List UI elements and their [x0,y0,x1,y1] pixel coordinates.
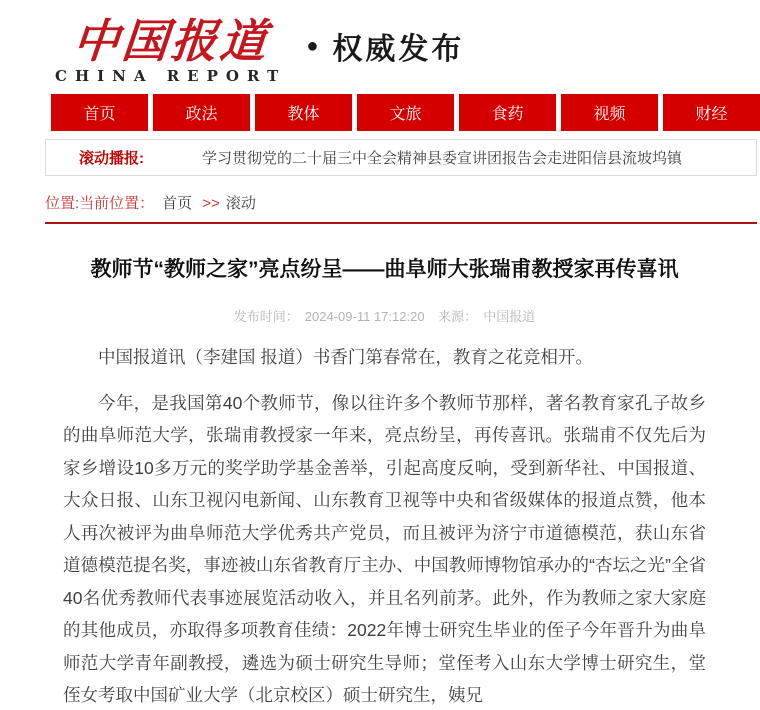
dot-separator-icon: ● [306,35,319,57]
article-paragraph: 今年，是我国第40个教师节，像以往许多个教师节那样，著名教育家孔子故乡的曲阜师范大学，张瑞甫教授家一年来，亮点纷呈，再传喜讯。张瑞甫不仅先后为家乡增设10多万元的奖学助学基金善举，引起高度反响，受到新华社、中国报道、大众日报、山东卫视闪电新闻、山东教育卫视等中央和省级媒体的报道点赞，他本人再次被评为曲阜师范大学优秀共产党员，而且被评为济宁市道德模范，获山东省道德模范提名奖，事迹被山东省教育厅主办、中国教师博物馆承办的“杏坛之光”全省40名优秀教师代表事迹展览活动收入，并且名列前茅。此外，作为教师之家大家庭的其他成员，亦取得多项教育佳绩：2022年博士研究生毕业的侄子今年晋升为曲阜师范大学青年副教授，遴选为硕士研究生导师；堂侄考入山东大学博士研究生，堂侄女考取中国矿业大学（北京校区）硕士研究生，姨兄 [63,392,706,706]
logo-english-text: CHINA REPORT [55,67,287,86]
nav-item-finance[interactable]: 财经 [663,94,760,131]
site-header [0,0,760,92]
publish-time-value: 2024-09-11 17:12:20 [304,309,425,325]
nav-item-politics-law[interactable]: 政法 [153,94,250,131]
article-title: 教师节“教师之家”亮点纷呈——曲阜师大张瑞甫教授家再传喜讯 [90,258,679,281]
publish-time-label: 发布时间： [233,309,299,325]
ticker-label: 滚动播报: [79,150,144,167]
breadcrumb-separator: >> [202,195,220,212]
logo-chinese-text: 中国报道 [70,13,272,68]
breadcrumb-current-link[interactable]: 滚动 [225,195,256,212]
source-value: 中国报道 [483,309,536,325]
article-paragraph: 中国报道讯（李建国 报道）书香门第春常在，教育之花竞相开。 [98,347,593,368]
breadcrumb-prefix: 位置:当前位置： [45,195,155,212]
nav-item-home[interactable]: 首页 [51,94,148,131]
breadcrumb [45,192,760,213]
article-body [63,341,706,710]
main-nav [51,94,760,131]
nav-item-culture-tourism[interactable]: 文旅 [357,94,454,131]
tagline-text: 权威发布 [332,33,465,66]
ticker-bar [45,139,757,176]
nav-item-food-drug[interactable]: 食药 [459,94,556,131]
source-label: 来源： [438,309,478,325]
nav-item-education-sports[interactable]: 教体 [255,94,352,131]
ticker-headline-link[interactable]: 学习贯彻党的二十届三中全会精神县委宣讲团报告会走进阳信县流坡坞镇 [202,150,683,167]
article [63,256,706,710]
site-tagline [306,24,464,68]
article-meta [63,306,706,325]
breadcrumb-home-link[interactable]: 首页 [162,195,193,212]
nav-item-video[interactable]: 视频 [561,94,658,131]
red-divider [45,222,757,224]
site-logo[interactable] [55,13,287,86]
